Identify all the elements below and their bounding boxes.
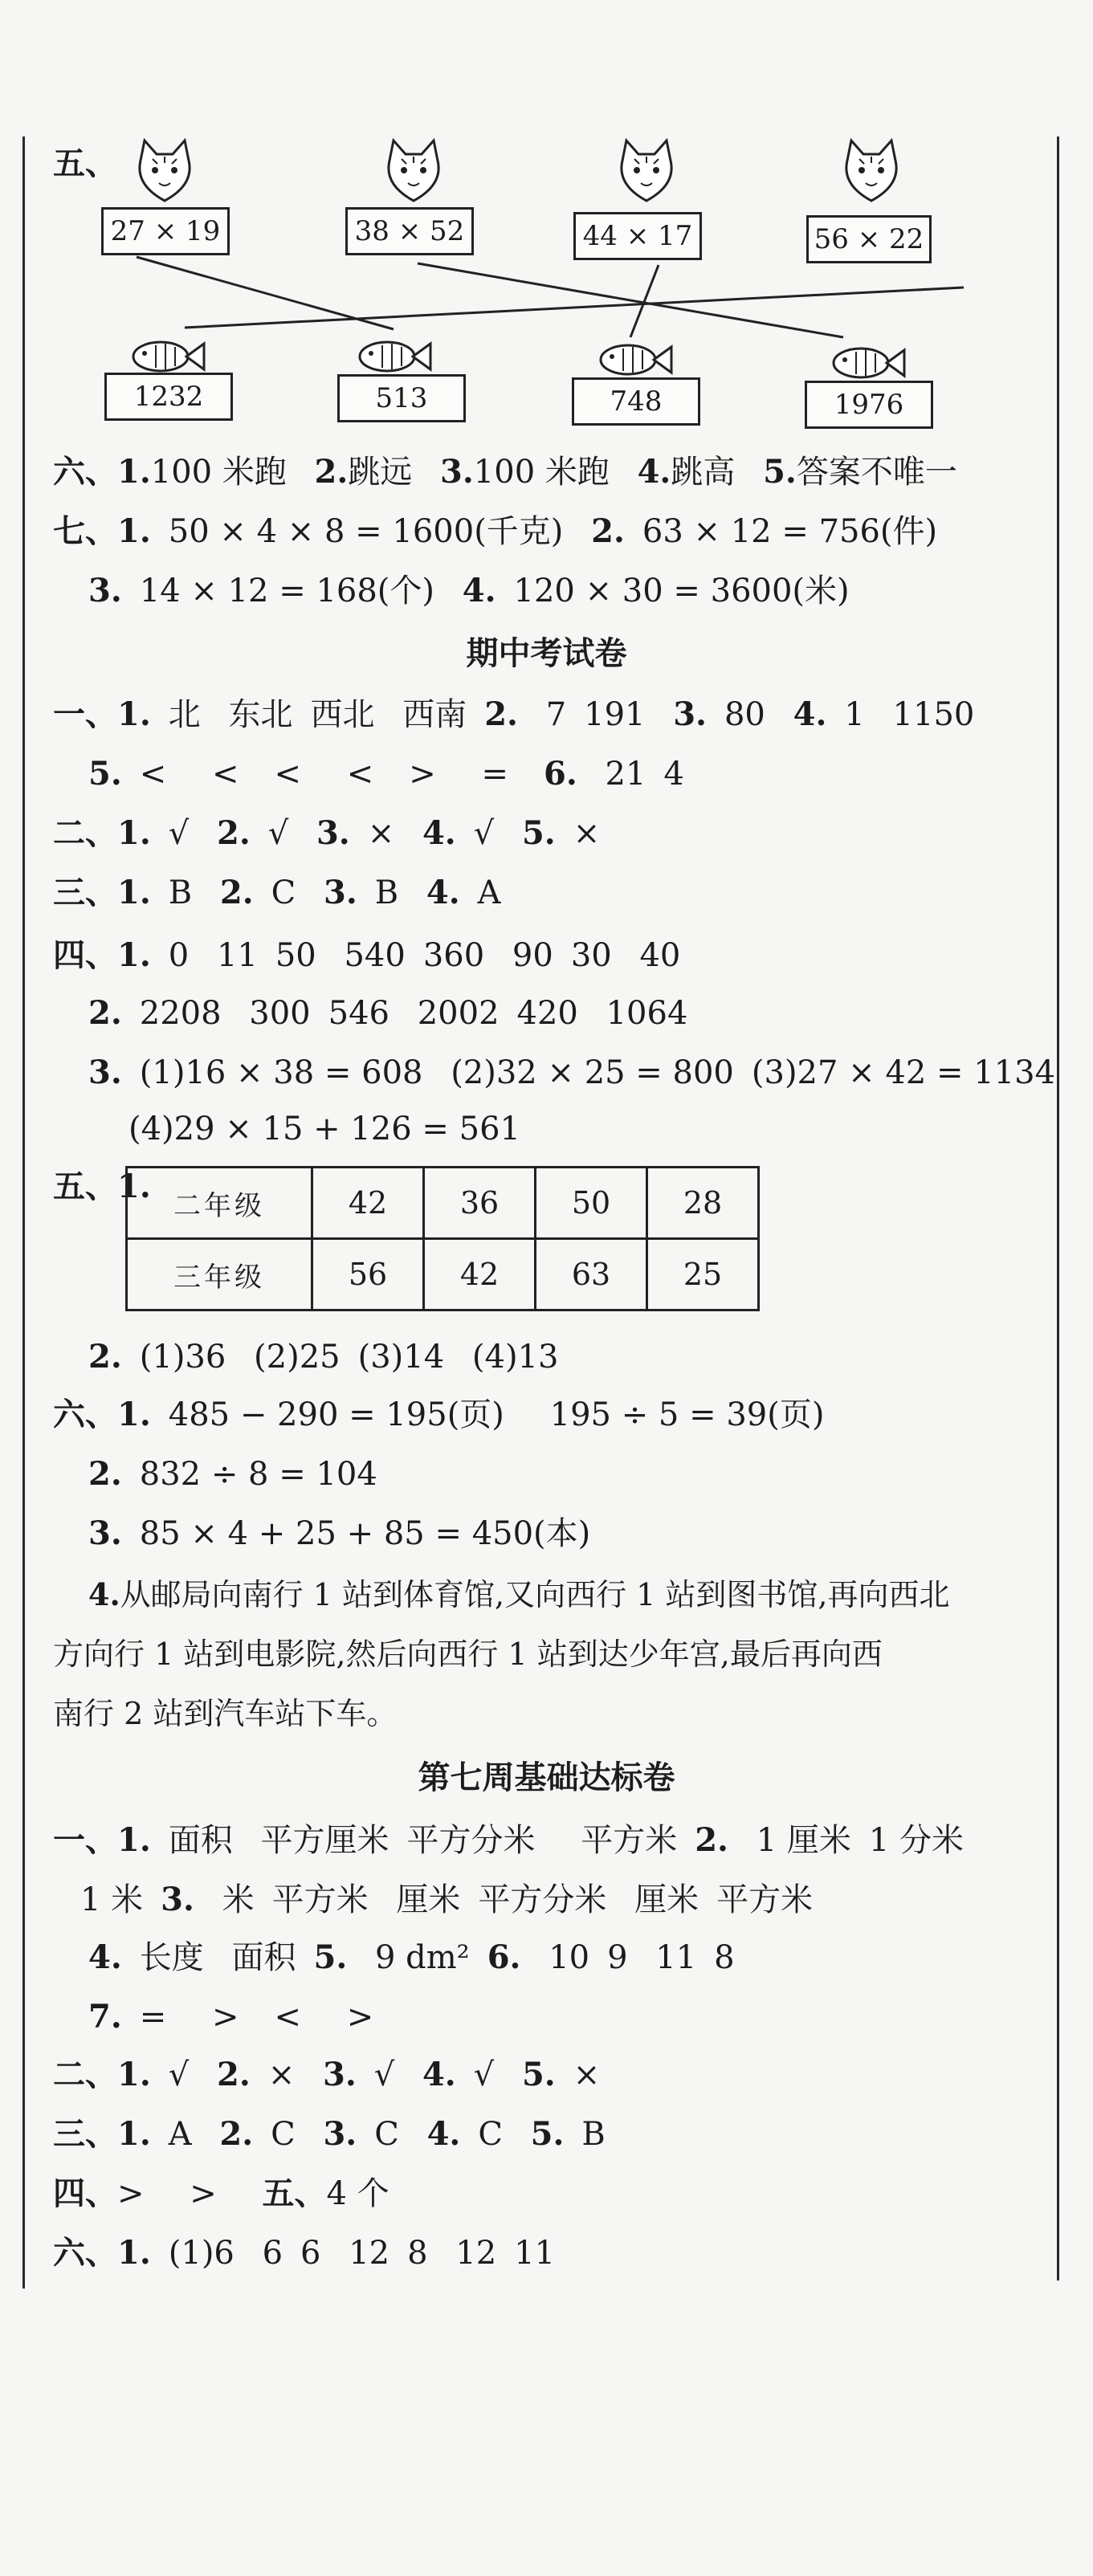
cat-icon — [377, 137, 450, 209]
section-five-label: 五、 — [53, 145, 117, 182]
fish-icon — [594, 339, 675, 379]
midterm-q4c: 3. (1)16 × 38 = 608 (2)32 × 25 = 800 (3)27 × 42 = 1134 — [88, 1054, 1056, 1091]
fish-icon — [353, 336, 434, 376]
match-bottom-box: 1976 — [805, 381, 933, 429]
answer-line-7a: 七、1. 50 × 4 × 8 = 1600(千克) 2. 63 × 12 = 756(件) — [53, 512, 938, 550]
table-row — [127, 1239, 759, 1310]
table-cell: 二年级 — [127, 1168, 312, 1239]
midterm-q4a: 四、1. 0 11 50 540 360 90 30 40 — [53, 936, 681, 974]
match-bottom-box: 748 — [572, 377, 700, 426]
midterm-q5-label: 五、1. — [53, 1168, 151, 1205]
answer-line-6: 六、1.100 米跑 2.跳远 3.100 米跑 4.跳高 5.答案不唯一 — [53, 453, 957, 491]
midterm-q4b: 2. 2208 300 546 2002 420 1064 — [88, 994, 688, 1032]
match-top-box: 44 × 17 — [573, 212, 702, 260]
week7-title: 第七周基础达标卷 — [418, 1759, 675, 1796]
fish-icon — [127, 336, 207, 376]
cat-icon — [610, 137, 683, 209]
cat-icon — [128, 137, 201, 209]
midterm-q6b: 2. 832 ÷ 8 = 104 — [88, 1455, 377, 1493]
midterm-q1b: 5. < < < < > = 6. 21 4 — [88, 755, 684, 793]
match-bottom-box: 513 — [337, 374, 466, 422]
match-top-box: 38 × 52 — [345, 207, 474, 255]
week7-q1b: 1 米 3. 米 平方米 厘米 平方分米 厘米 平方米 — [80, 1881, 814, 1918]
table-cell: 50 — [536, 1168, 647, 1239]
table-cell: 63 — [536, 1239, 647, 1310]
fish-icon — [827, 342, 907, 382]
week7-q1d: 7. = > < > — [88, 1998, 374, 2036]
table-cell: 三年级 — [127, 1239, 312, 1310]
table-cell: 42 — [424, 1239, 536, 1310]
right-margin-rule — [1057, 137, 1059, 2280]
table-cell: 56 — [312, 1239, 424, 1310]
midterm-q4d: (4)29 × 15 + 126 = 561 — [128, 1111, 520, 1147]
midterm-q2: 二、1. √ 2. √ 3. × 4. √ 5. × — [53, 814, 601, 852]
week7-q4-q5: 四、> > 五、4 个 — [53, 2175, 389, 2212]
midterm-q5b: 2. (1)36 (2)25 (3)14 (4)13 — [88, 1338, 559, 1376]
week7-q2: 二、1. √ 2. × 3. √ 4. √ 5. × — [53, 2056, 601, 2093]
week7-q6: 六、1. (1)6 6 6 12 8 12 11 — [53, 2234, 556, 2272]
match-bottom-box: 1232 — [104, 373, 233, 421]
midterm-q6c: 3. 85 × 4 + 25 + 85 = 450(本) — [88, 1514, 591, 1552]
left-margin-rule — [22, 137, 25, 2289]
midterm-q6f: 南行 2 站到汽车站下车。 — [53, 1696, 398, 1731]
midterm-title: 期中考试卷 — [466, 634, 627, 672]
table-cell: 25 — [647, 1239, 759, 1310]
table-cell: 36 — [424, 1168, 536, 1239]
week7-q1a: 一、1. 面积 平方厘米 平方分米 平方米 2. 1 厘米 1 分米 — [53, 1821, 965, 1859]
midterm-q1a: 一、1. 北 东北 西北 西南 2. 7 191 3. 80 4. 1 1150 — [53, 695, 975, 733]
table-cell: 28 — [647, 1168, 759, 1239]
table-row — [127, 1168, 759, 1239]
grade-table — [125, 1166, 760, 1311]
midterm-q6e: 方向行 1 站到电影院,然后向西行 1 站到达少年宫,最后再向西 — [53, 1636, 883, 1672]
midterm-q6a: 六、1. 485 − 290 = 195(页) 195 ÷ 5 = 39(页) — [53, 1396, 825, 1433]
week7-q1c: 4. 长度 面积 5. 9 dm² 6. 10 9 11 8 — [88, 1938, 735, 1976]
cat-icon — [835, 137, 907, 209]
week7-q3: 三、1. A 2. C 3. C 4. C 5. B — [53, 2115, 606, 2153]
midterm-q6d: 4.从邮局向南行 1 站到体育馆,又向西行 1 站到图书馆,再向西北 — [88, 1576, 950, 1612]
match-top-box: 27 × 19 — [101, 207, 230, 255]
midterm-q3: 三、1. B 2. C 3. B 4. A — [53, 874, 501, 911]
answer-line-7b: 3. 14 × 12 = 168(个) 4. 120 × 30 = 3600(米) — [88, 572, 850, 609]
table-cell: 42 — [312, 1168, 424, 1239]
match-top-box: 56 × 22 — [806, 215, 932, 263]
